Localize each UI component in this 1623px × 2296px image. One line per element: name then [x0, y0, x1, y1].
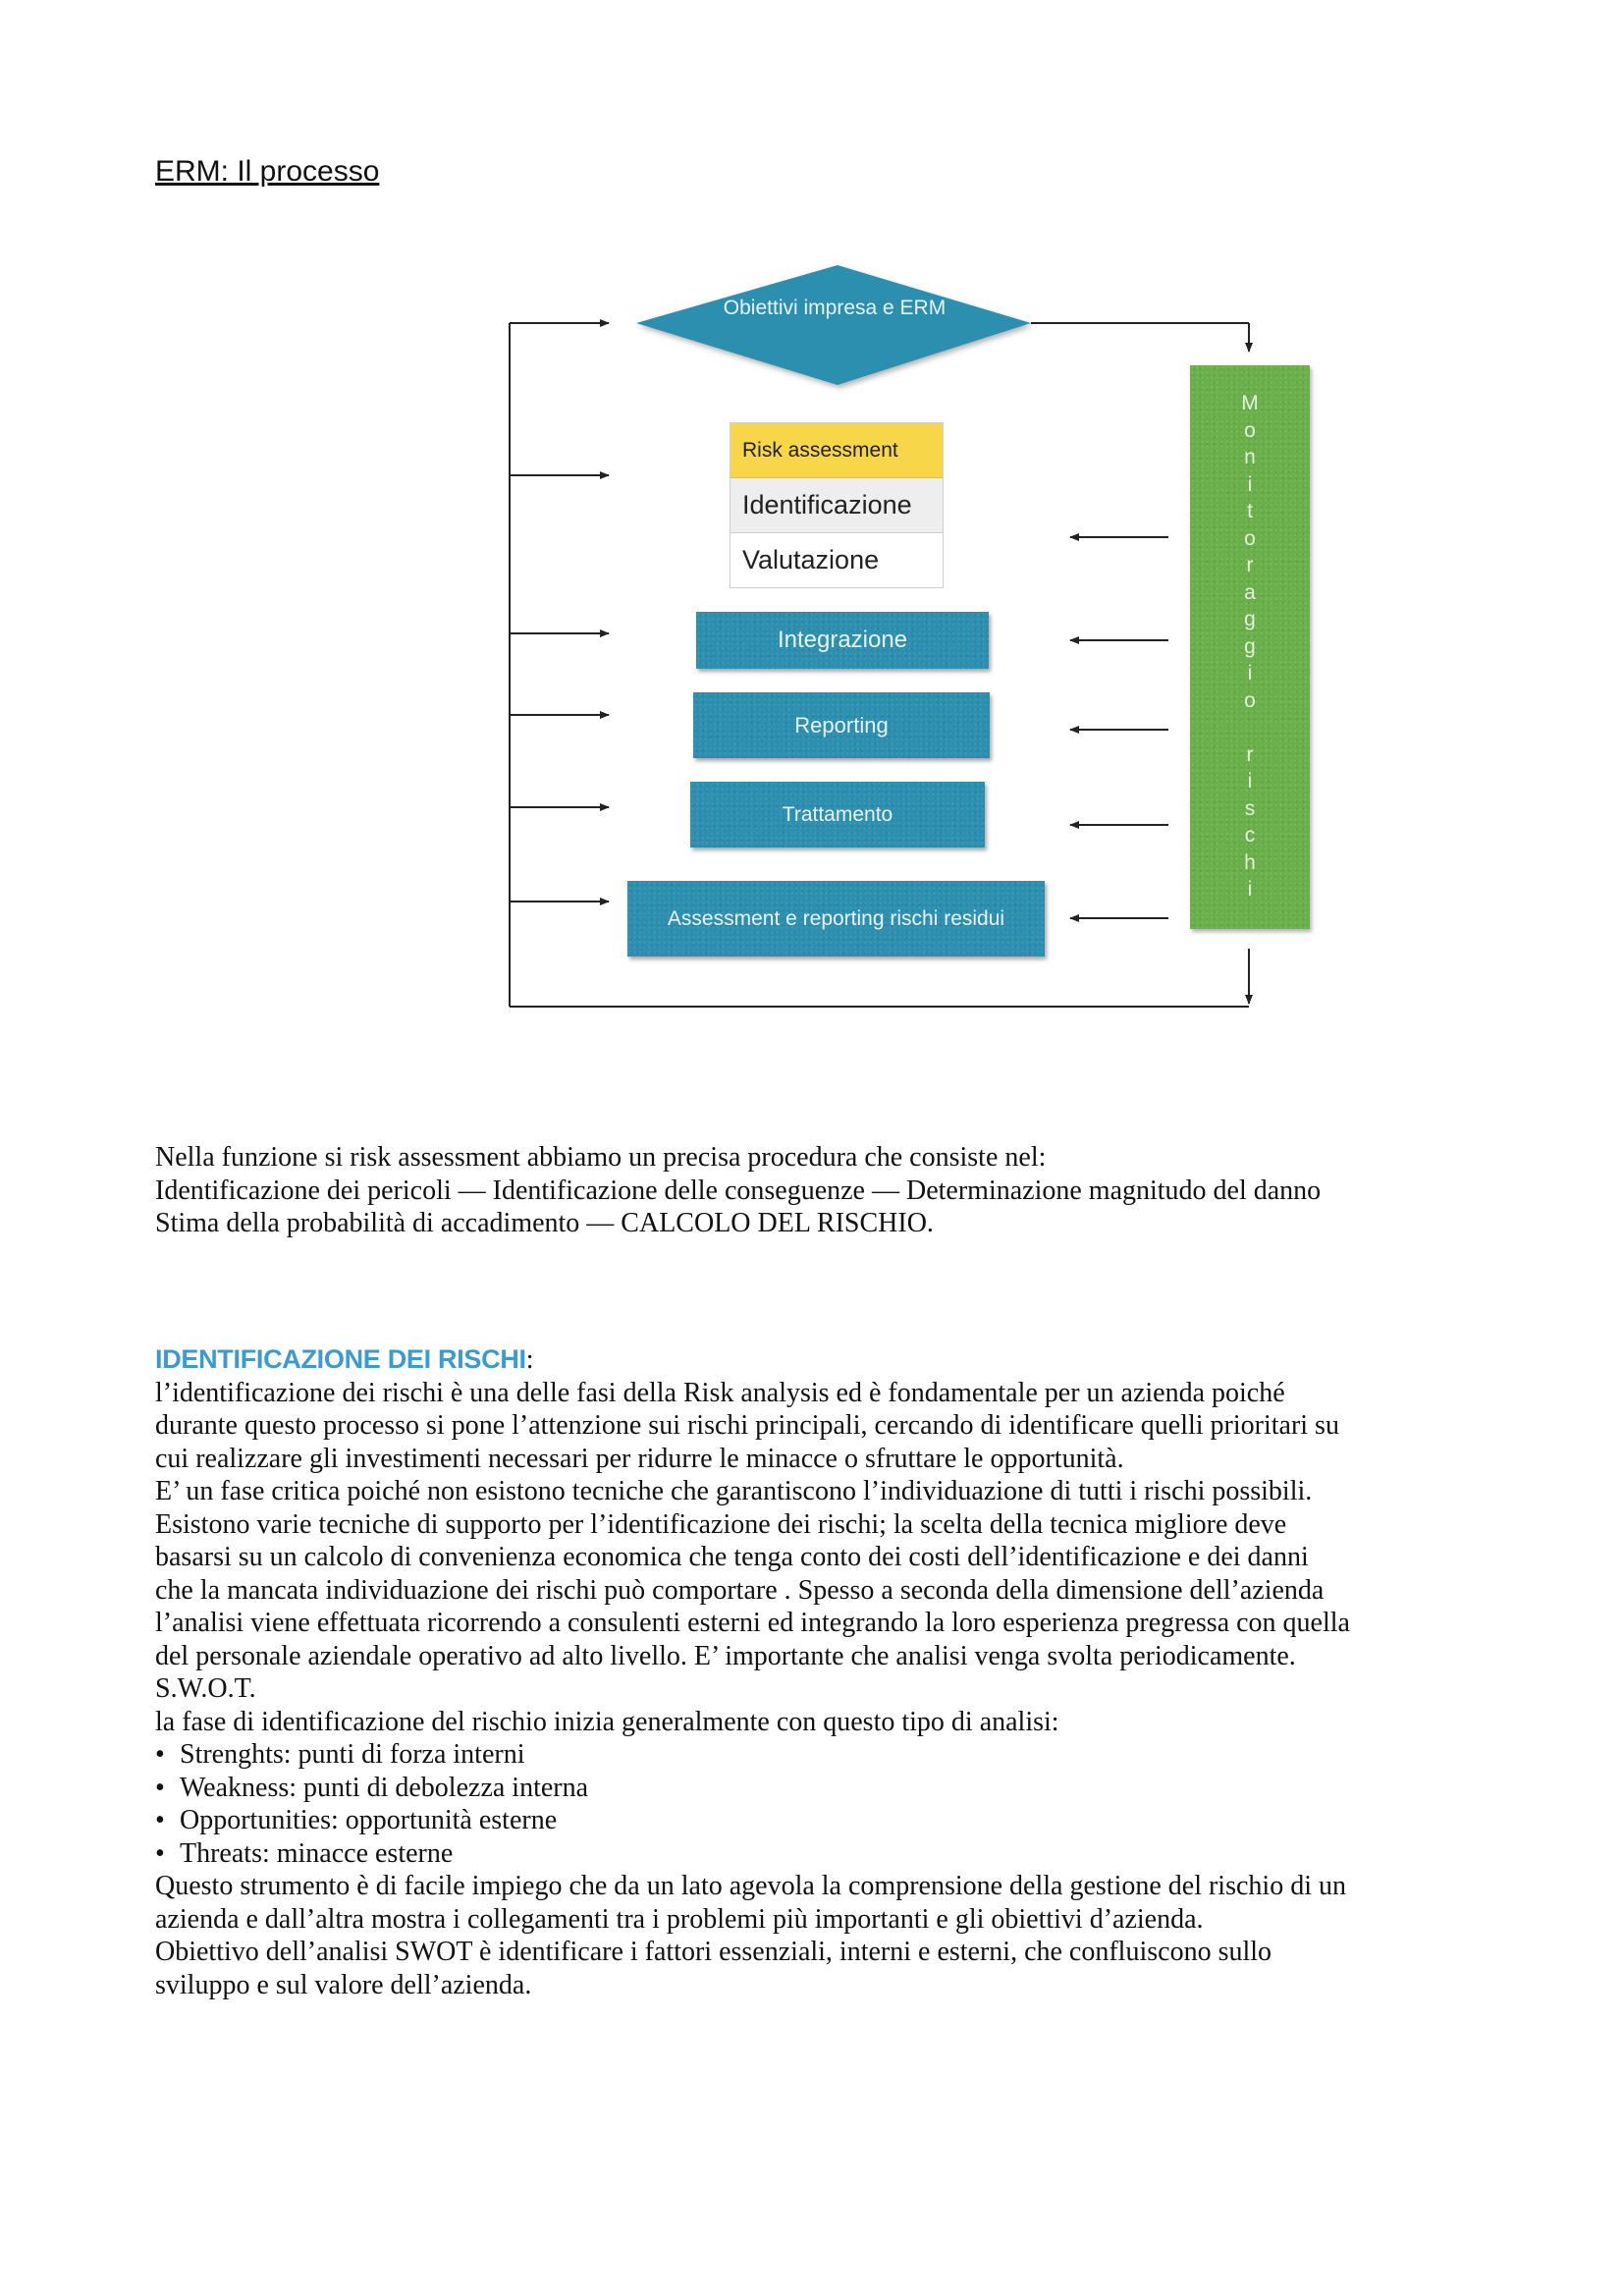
intro-line: Nella funzione si risk assessment abbiamo un precisa procedura che consiste nel: — [155, 1142, 1047, 1173]
monitoring-letter: r — [1246, 742, 1254, 766]
paragraph-line: S.W.O.T. — [155, 1673, 256, 1704]
monitoring-letter: i — [1247, 878, 1253, 901]
identificazione-row: Identificazione — [730, 478, 943, 533]
monitoring-letter: i — [1247, 662, 1253, 684]
paragraph-line: del personale aziendale operativo ad alto livello. E’ importante che analisi venga svolta periodicamente. — [155, 1640, 1296, 1671]
reporting-box: Reporting — [693, 692, 990, 758]
bullet-text: Opportunities: opportunità esterne — [180, 1805, 558, 1835]
page-title: ERM: Il processo — [155, 155, 380, 188]
monitoring-letter: M — [1241, 392, 1259, 414]
paragraph-line: Obiettivo dell’analisi SWOT è identificare i fattori essenziali, interni e esterni, che confluiscono sullo — [155, 1937, 1272, 1967]
monitoring-letter: o — [1244, 526, 1256, 550]
monitoring-letter: g — [1244, 608, 1256, 630]
integrazione-box: Integrazione — [696, 612, 989, 669]
monitoring-arrows — [1070, 537, 1168, 918]
intro-line: Stima della probabilità di accadimento — CALCOLO DEL RISCHIO. — [155, 1208, 934, 1238]
bullet-item — [155, 1804, 1490, 1837]
paragraph-line: durante questo processo si pone l’attenzione sui rischi principali, cercando di identificare quelli prioritari su — [155, 1410, 1339, 1441]
section-title-suffix: : — [525, 1344, 534, 1375]
section-title: IDENTIFICAZIONE DEI RISCHI — [155, 1344, 526, 1374]
monitoraggio-rischi-bar — [1190, 365, 1310, 929]
monitoring-letter: t — [1247, 500, 1253, 522]
valutazione-row: Valutazione — [730, 533, 943, 587]
monitoring-letter: i — [1247, 472, 1253, 496]
objectives-diamond — [636, 265, 1031, 385]
monitoring-letter: g — [1244, 634, 1256, 658]
monitoring-letter: o — [1244, 418, 1256, 442]
monitoring-letter: c — [1244, 824, 1256, 847]
bullet-dot-icon: • — [155, 1772, 165, 1803]
monitoring-letter: i — [1247, 770, 1253, 793]
paragraph-line: Esistono varie tecniche di supporto per l’identificazione dei rischi; la scelta della tecnica migliore deve — [155, 1508, 1287, 1540]
paragraph-line: l’identificazione dei rischi è una delle fasi della Risk analysis ed è fondamentale per un azienda poiché — [155, 1377, 1285, 1408]
intro-line: Identificazione dei pericoli — Identificazione delle conseguenze — Determinazione magnitudo del danno — [155, 1175, 1322, 1206]
bullet-text: Strenghts: punti di forza interni — [180, 1739, 525, 1770]
monitoring-letter: o — [1244, 688, 1256, 712]
bullet-text: Threats: minacce esterne — [180, 1837, 454, 1869]
monitoring-letter: h — [1244, 850, 1256, 874]
section-heading — [155, 1343, 1490, 1377]
bullet-text: Weakness: punti di debolezza interna — [180, 1772, 589, 1803]
paragraph-line: cui realizzare gli investimenti necessari per ridurre le minacce o sfruttare le opportunità. — [155, 1443, 1124, 1474]
assessment-residui-box: Assessment e reporting rischi residui — [627, 881, 1045, 957]
bullet-item — [155, 1772, 1490, 1805]
paragraph-line: basarsi su un calcolo di convenienza economica che tenga conto dei costi dell’identificazione e dei danni — [155, 1542, 1309, 1572]
bullet-dot-icon: • — [155, 1739, 165, 1770]
monitoraggio-rischi-label — [1190, 390, 1310, 903]
risk-assessment-header: Risk assessment — [730, 423, 943, 478]
bullet-dot-icon: • — [155, 1805, 165, 1835]
intro-paragraph — [155, 1141, 1490, 1240]
identificazione-section — [155, 1343, 1490, 2001]
paragraph-line: la fase di identificazione del rischio inizia generalmente con questo tipo di analisi: — [155, 1706, 1059, 1737]
monitoring-letter: n — [1244, 446, 1256, 468]
paragraph-line: Questo strumento è di facile impiego che da un lato agevola la comprensione della gestione del rischio di un — [155, 1871, 1346, 1901]
monitoring-letter: s — [1244, 796, 1256, 820]
paragraph-line: azienda e dall’altra mostra i collegamenti tra i problemi più importanti e gli obiettivi d’azienda. — [155, 1903, 1204, 1935]
paragraph-line: E’ un fase critica poiché non esistono tecniche che garantiscono l’individuazione di tutti i rischi possibili. — [155, 1476, 1313, 1506]
bullet-item — [155, 1837, 1490, 1871]
paragraph-line: che la mancata individuazione dei rischi può comportare . Spesso a seconda della dimensione dell’azienda — [155, 1574, 1325, 1606]
monitoring-letter — [1190, 714, 1310, 741]
risk-assessment-block — [730, 422, 944, 588]
bullet-item — [155, 1738, 1490, 1772]
trattamento-box: Trattamento — [690, 782, 985, 847]
monitoring-letter: r — [1246, 554, 1254, 576]
bullet-dot-icon: • — [155, 1837, 165, 1869]
paragraph-line: l’analisi viene effettuata ricorrendo a consulenti esterni ed integrando la loro esperienza pregressa con quella — [155, 1608, 1350, 1638]
monitoring-letter: a — [1244, 580, 1256, 604]
paragraph-line: sviluppo e sul valore dell’azienda. — [155, 1969, 532, 2000]
objectives-label: Obiettivi impresa e ERM — [723, 297, 947, 319]
